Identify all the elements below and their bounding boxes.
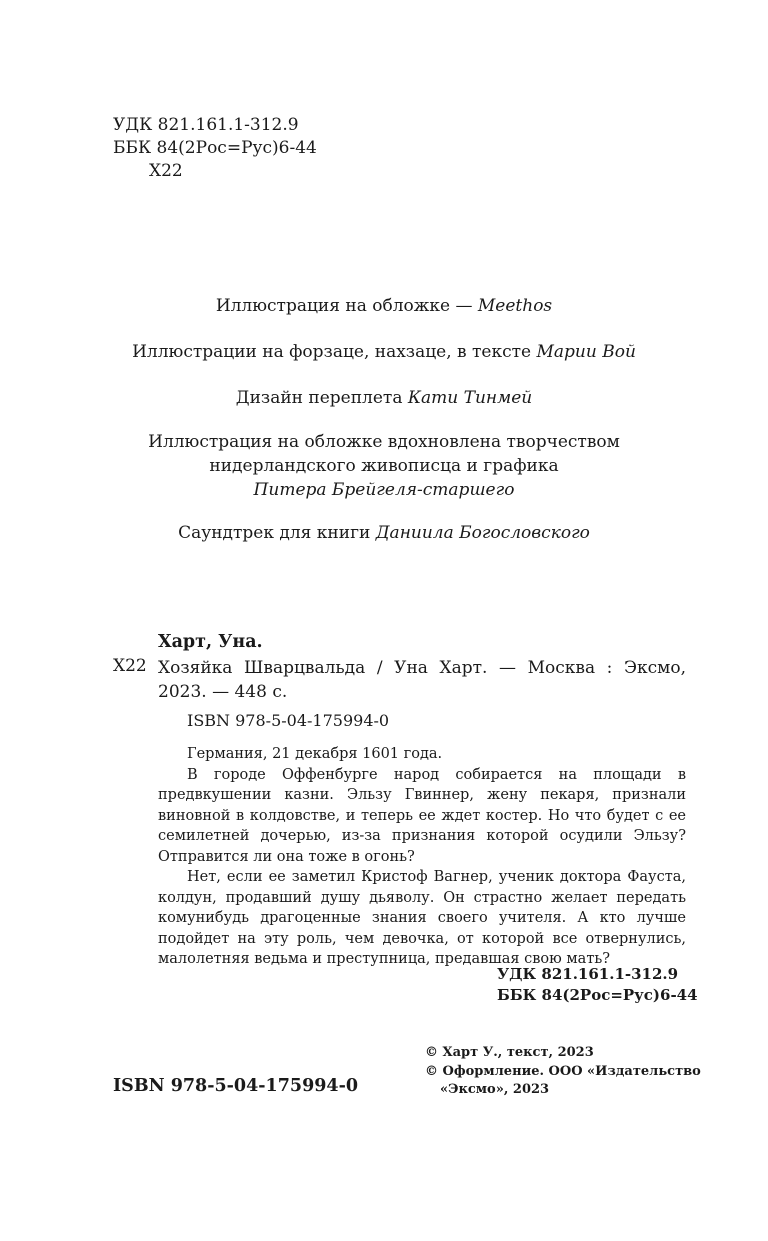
credit-line: Иллюстрация на обложке вдохновлена творчеством: [148, 432, 620, 452]
bibliography-sign: Х22: [113, 656, 147, 676]
credit-name: Meethos: [477, 296, 553, 316]
credit-cover-inspiration: [0, 430, 768, 502]
annotation-paragraph: Нет, если ее заметил Кристоф Вагнер, ученик доктора Фауста, колдун, продавший душу дьяволу. Он страстно желает передать комунибудь драгоценные знания своего учителя. А кто лучше подойдет на эту роль, чем девочка, от которой все отвернулись, малолетняя ведьма и преступница, предавшая свою мать?: [158, 869, 686, 967]
credit-name: Питера Брейгеля-старшего: [253, 480, 515, 500]
credit-label: Саундтрек для книги: [178, 523, 371, 543]
copyright-notice: [425, 1044, 701, 1100]
credit-endpaper-illustrations: [0, 340, 768, 364]
credit-cover-illustration: [0, 294, 768, 318]
annotation-paragraph: В городе Оффенбурге народ собирается на площади в предвкушении казни. Эльзу Гвиннер, жену пекаря, признали виновной в колдовстве, и теперь ее ждет костер. Но что будет с ее семилетней дочерью, из-за признания которой осудили Эльзу? Отправится ли она тоже в огонь?: [158, 766, 686, 865]
credit-binding-design: [0, 386, 768, 410]
credit-label: Дизайн переплета: [235, 388, 403, 408]
bottom-classification-codes: [497, 964, 698, 1006]
credit-label: Иллюстрации на форзаце, нахзаце, в тексте: [132, 342, 532, 362]
top-classification-codes: [113, 114, 317, 183]
bbk-code: ББК 84(2Рос=Рус)6-44: [113, 138, 317, 158]
author-sign: Х22: [149, 161, 183, 181]
credit-line: нидерландского живописца и графика: [209, 456, 559, 476]
copyright-line: © Харт У., текст, 2023: [425, 1045, 594, 1060]
copyright-line: © Оформление. ООО «Издательство: [425, 1063, 701, 1079]
credit-soundtrack: [0, 521, 768, 545]
credit-name: Кати Тинмей: [407, 388, 533, 408]
bibliography-description: Хозяйка Шварцвальда / Уна Харт. — Москва : Эксмо, 2023. — 448 с.: [158, 658, 686, 702]
bibliography-author: Харт, Уна.: [158, 632, 263, 652]
bibliography-isbn: ISBN 978-5-04-175994-0: [187, 711, 390, 730]
udk-code: УДК 821.161.1-312.9: [497, 965, 679, 983]
bbk-code: ББК 84(2Рос=Рус)6-44: [497, 986, 698, 1004]
annotation: [158, 744, 686, 970]
credit-name: Даниила Богословского: [375, 523, 590, 543]
udk-code: УДК 821.161.1-312.9: [113, 115, 299, 135]
credit-name: Марии Вой: [536, 342, 636, 362]
isbn-main: ISBN 978-5-04-175994-0: [113, 1076, 359, 1096]
credit-label: Иллюстрация на обложке —: [215, 296, 473, 316]
annotation-paragraph: Германия, 21 декабря 1601 года.: [187, 746, 443, 762]
copyright-line: «Эксмо», 2023: [440, 1082, 550, 1097]
